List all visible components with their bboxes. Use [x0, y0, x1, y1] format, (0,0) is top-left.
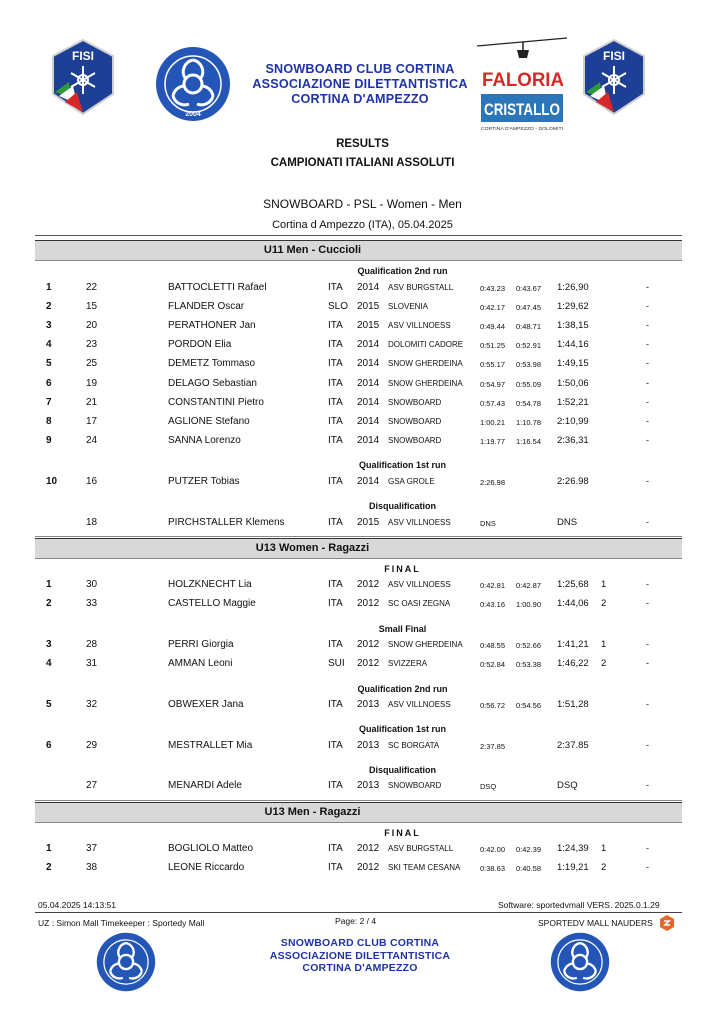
run-2-time: 0:52.91 — [516, 341, 542, 351]
run-1-time: 0:54.97 — [480, 379, 506, 389]
club-line-3: CORTINA D'AMPEZZO — [302, 962, 418, 974]
athlete-name: FLANDER Oscar — [168, 300, 245, 312]
faloria-subtitle: CORTINA D'AMPEZZO - DOLOMITI — [481, 126, 563, 131]
extra: - — [646, 415, 649, 426]
club-title-footer — [250, 937, 470, 975]
rank: 5 — [46, 699, 52, 710]
faloria-cristallo-logo — [477, 34, 573, 134]
bib: 16 — [86, 475, 98, 487]
athlete-name: CONSTANTINI Pietro — [168, 396, 264, 408]
section-title: U11 Men - Cuccioli — [263, 244, 362, 256]
total-time: 1:24,39 — [557, 843, 589, 855]
club: SNOWBOARD — [388, 416, 442, 426]
total-time: DNS — [557, 516, 578, 528]
event-place-date: Cortina d Ampezzo (ITA), 05.04.2025 — [272, 219, 453, 231]
result-row — [0, 740, 725, 754]
rank: 6 — [46, 739, 52, 751]
club-title-top — [245, 62, 475, 107]
club: ASV VILLNOESS — [388, 700, 451, 709]
run-1-time: 1:00.21 — [480, 417, 506, 427]
run-2-time: 1:00.90 — [516, 600, 542, 610]
footer-company: SPORTEDV MALL NAUDERS — [538, 918, 653, 928]
result-row — [0, 699, 725, 713]
rank: 2 — [46, 862, 52, 874]
nation: ITA — [328, 843, 343, 855]
result-row — [0, 780, 725, 794]
result-row — [0, 358, 725, 372]
nation: ITA — [328, 862, 343, 874]
total-time: 1:50,06 — [557, 377, 589, 389]
birth-year: 2014 — [357, 396, 380, 408]
athlete-name: BATTOCLETTI Rafael — [168, 281, 267, 293]
nation: SLO — [328, 300, 349, 312]
extra: - — [646, 843, 649, 854]
extra: - — [646, 598, 649, 609]
nation: ITA — [328, 396, 343, 408]
athlete-name: DEMETZ Tommaso — [168, 358, 256, 370]
bib: 23 — [86, 339, 98, 351]
club-line-3: CORTINA D'AMPEZZO — [291, 92, 429, 106]
rank: 8 — [46, 415, 52, 427]
bib: 30 — [86, 579, 98, 591]
bib: 28 — [86, 639, 98, 651]
extra: - — [646, 396, 649, 407]
club-line-2: ASSOCIAZIONE DILETTANTISTICA — [252, 77, 468, 91]
club-logo-top — [155, 46, 231, 122]
club: SVIZZERA — [388, 659, 428, 669]
run-1-time: 0:56.72 — [480, 701, 506, 710]
extra: - — [646, 862, 649, 873]
total-time: 1:25,68 — [557, 579, 589, 591]
total-time: 1:46,22 — [557, 658, 589, 670]
result-row — [0, 435, 725, 449]
extra: - — [646, 579, 649, 590]
club: SNOW GHERDEINA — [388, 640, 463, 650]
extra: - — [646, 699, 649, 709]
athlete-name: LEONE Riccardo — [168, 862, 245, 874]
fisi-logo-right — [582, 38, 646, 116]
run-2-time: 0:53.98 — [516, 360, 542, 370]
footer-officials: UZ : Simon Mall Timekeeper : Sportedy Mall — [38, 918, 205, 928]
nation: ITA — [328, 281, 343, 293]
nation: ITA — [328, 339, 343, 351]
heat: 2 — [601, 598, 607, 610]
bib: 20 — [86, 319, 98, 331]
nation: ITA — [328, 598, 343, 610]
bib: 19 — [86, 377, 98, 389]
birth-year: 2012 — [357, 598, 380, 610]
birth-year: 2013 — [357, 780, 380, 792]
club-logo-year: 2004 — [185, 111, 201, 118]
result-row — [0, 282, 725, 296]
rank: 3 — [46, 639, 52, 651]
section-title: U13 Women - Ragazzi — [255, 541, 370, 554]
run-1-time: DSQ — [480, 782, 497, 792]
faloria-word: FALORIA — [482, 70, 565, 91]
bib: 37 — [86, 843, 98, 855]
bib: 24 — [86, 435, 98, 447]
club: ASV BURGSTALL — [388, 282, 454, 292]
birth-year: 2012 — [357, 862, 380, 874]
results-title: RESULTS — [336, 138, 389, 150]
group-heading: FINAL — [384, 563, 421, 574]
birth-year: 2013 — [357, 739, 380, 751]
run-1-time: 0:48.55 — [480, 641, 506, 651]
group-heading: Qualification 1st run — [358, 724, 446, 735]
extra: - — [646, 377, 649, 388]
club: SNOW GHERDEINA — [388, 378, 463, 388]
nation: ITA — [328, 319, 343, 331]
result-row — [0, 862, 725, 876]
athlete-name: PIRCHSTALLER Klemens — [168, 516, 285, 528]
birth-year: 2014 — [357, 377, 380, 389]
nation: ITA — [328, 475, 343, 487]
nation: ITA — [328, 780, 343, 792]
extra: - — [646, 475, 649, 486]
run-2-time: 0:47.45 — [516, 302, 542, 312]
rank: 9 — [46, 435, 52, 447]
total-time: 1:51,28 — [557, 699, 589, 710]
section-title: U13 Men - Ragazzi — [264, 805, 361, 818]
total-time: 2:37.85 — [557, 739, 589, 751]
total-time: 1:49,15 — [557, 358, 589, 370]
total-time: 1:41,21 — [557, 639, 589, 651]
bib: 25 — [86, 358, 98, 370]
result-row — [0, 476, 725, 490]
run-1-time: 2:37.85 — [480, 741, 506, 751]
club: ASV VILLNOESS — [388, 320, 451, 330]
nation: ITA — [328, 377, 343, 389]
total-time: 1:38,15 — [557, 319, 589, 331]
club: SNOWBOARD — [388, 781, 442, 791]
total-time: DSQ — [557, 780, 578, 792]
birth-year: 2012 — [357, 639, 380, 651]
result-row — [0, 339, 725, 353]
club: SNOWBOARD — [388, 397, 442, 407]
footer-divider — [35, 912, 682, 913]
group-heading: Disqualification — [368, 501, 436, 511]
rank: 5 — [46, 358, 52, 370]
total-time: 1:52,21 — [557, 396, 589, 408]
footer-software: Software: sportedvmall VERS. 2025.0.1.29 — [498, 900, 660, 910]
run-1-time: 2:26.98 — [480, 477, 506, 487]
bib: 29 — [86, 739, 98, 751]
fisi-logo-left — [51, 38, 115, 116]
heat: 1 — [601, 843, 607, 855]
club-line-1: SNOWBOARD CLUB CORTINA — [265, 62, 455, 76]
section-header — [35, 802, 682, 823]
bib: 38 — [86, 862, 98, 874]
club-logo-footer-right — [550, 932, 610, 992]
birth-year: 2015 — [357, 319, 380, 331]
club: ASV VILLNOESS — [388, 517, 451, 527]
group-heading: Qualification 2nd run — [357, 266, 448, 276]
bib: 15 — [86, 300, 98, 312]
result-row — [0, 397, 725, 411]
club: ASV VILLNOESS — [388, 580, 451, 590]
club: SLOVENIA — [388, 301, 429, 311]
result-row — [0, 301, 725, 315]
bib: 22 — [86, 281, 98, 293]
result-row — [0, 517, 725, 531]
total-time: 2:26.98 — [557, 475, 589, 487]
athlete-name: PORDON Elia — [168, 339, 232, 351]
birth-year: 2015 — [357, 300, 380, 312]
rank: 6 — [46, 377, 52, 389]
club: SNOW GHERDEINA — [388, 359, 463, 369]
section-header — [35, 240, 682, 261]
birth-year: 2015 — [357, 516, 380, 528]
rank: 1 — [46, 281, 52, 293]
birth-year: 2014 — [357, 475, 380, 487]
heat: 1 — [601, 579, 607, 591]
bib: 33 — [86, 598, 98, 610]
run-2-time: 0:48.71 — [516, 321, 542, 331]
nation: ITA — [328, 639, 343, 651]
run-2-time: 0:42.39 — [516, 845, 542, 855]
heat: 2 — [601, 862, 607, 874]
birth-year: 2014 — [357, 435, 380, 447]
group-heading: Qualification 2nd run — [357, 683, 448, 694]
group-heading: FINAL — [384, 827, 421, 838]
athlete-name: HOLZKNECHT Lia — [168, 579, 252, 591]
fisi-logo-text: FISI — [71, 49, 95, 63]
total-time: 1:44,16 — [557, 339, 589, 351]
rank: 10 — [46, 475, 58, 487]
run-1-time: 0:42.00 — [480, 845, 506, 855]
run-2-time: 0:43.67 — [516, 283, 542, 293]
section-header — [35, 538, 682, 559]
nation: SUI — [328, 658, 345, 670]
group-heading: Qualification 1st run — [358, 460, 446, 471]
run-1-time: 0:49.44 — [480, 321, 506, 331]
result-row — [0, 843, 725, 857]
bib: 31 — [86, 658, 98, 670]
extra: - — [646, 300, 649, 311]
birth-year: 2014 — [357, 415, 380, 427]
run-1-time: 0:51.25 — [480, 341, 506, 351]
result-row — [0, 378, 725, 392]
extra: - — [646, 658, 649, 669]
run-2-time: 1:16.54 — [516, 437, 542, 447]
heat: 1 — [601, 639, 607, 651]
bib: 18 — [86, 516, 98, 528]
nation: ITA — [328, 415, 343, 427]
cristallo-word: CRISTALLO — [484, 100, 560, 119]
section-divider — [35, 536, 682, 537]
run-2-time: 0:42.87 — [516, 581, 542, 591]
club: DOLOMITI CADORE — [388, 340, 464, 350]
rank: 2 — [46, 598, 52, 610]
rank: 2 — [46, 300, 52, 312]
club: SNOWBOARD — [388, 436, 442, 446]
run-1-time: 0:57.43 — [480, 398, 506, 408]
athlete-name: AGLIONE Stefano — [168, 415, 250, 427]
birth-year: 2012 — [357, 579, 380, 591]
club: ASV BURGSTALL — [388, 844, 454, 854]
run-1-time: 0:38.63 — [480, 864, 506, 874]
nation: ITA — [328, 435, 343, 447]
run-1-time: 0:55.17 — [480, 360, 506, 370]
bib: 32 — [86, 699, 98, 710]
club: SKI TEAM CESANA — [388, 863, 461, 873]
athlete-name: PERATHONER Jan — [168, 319, 256, 331]
club: SC BORGATA — [388, 740, 440, 750]
result-row — [0, 658, 725, 672]
total-time: 1:29,62 — [557, 300, 589, 312]
heat: 2 — [601, 658, 607, 670]
run-2-time: 0:40.58 — [516, 864, 542, 874]
extra: - — [646, 319, 649, 330]
nation: ITA — [328, 739, 343, 751]
header-divider — [35, 235, 682, 236]
championship-title: CAMPIONATI ITALIANI ASSOLUTI — [270, 157, 455, 169]
run-1-time: 0:52.84 — [480, 660, 506, 670]
footer-page-number: Page: 2 / 4 — [335, 916, 377, 926]
run-2-time: 0:55.09 — [516, 379, 542, 389]
club: SC OASI ZEGNA — [388, 599, 451, 609]
event-title: SNOWBOARD - PSL - Women - Men — [263, 197, 462, 211]
extra: - — [646, 780, 649, 791]
bib: 27 — [86, 780, 98, 792]
athlete-name: OBWEXER Jana — [168, 699, 244, 710]
group-heading: Small Final — [378, 623, 427, 634]
athlete-name: AMMAN Leoni — [168, 658, 233, 670]
extra: - — [646, 281, 649, 292]
result-row — [0, 416, 725, 430]
total-time: 2:36,31 — [557, 435, 589, 447]
footer-datetime: 05.04.2025 14:13:51 — [38, 900, 116, 910]
sportedv-logo-icon — [659, 915, 675, 931]
athlete-name: SANNA Lorenzo — [168, 435, 241, 447]
total-time: 1:19,21 — [557, 862, 589, 874]
run-1-time: 0:43.16 — [480, 600, 506, 610]
birth-year: 2013 — [357, 699, 380, 710]
rank: 4 — [46, 339, 52, 351]
club-line-2: ASSOCIAZIONE DILETTANTISTICA — [269, 949, 451, 962]
club-line-1: SNOWBOARD CLUB CORTINA — [280, 937, 440, 949]
nation: ITA — [328, 516, 343, 528]
run-1-time: 0:42.17 — [480, 302, 506, 312]
extra: - — [646, 739, 649, 750]
birth-year: 2012 — [357, 843, 380, 855]
athlete-name: MESTRALLET Mia — [168, 739, 253, 751]
section-divider — [35, 800, 682, 801]
group-heading: Disqualification — [368, 764, 436, 775]
bib: 17 — [86, 415, 98, 427]
extra: - — [646, 339, 649, 350]
run-1-time: 0:42.81 — [480, 581, 506, 591]
athlete-name: DELAGO Sebastian — [168, 377, 257, 389]
extra: - — [646, 639, 649, 650]
nation: ITA — [328, 579, 343, 591]
club-logo-footer-left — [96, 932, 156, 992]
athlete-name: MENARDI Adele — [168, 780, 242, 792]
total-time: 2:10,99 — [557, 415, 589, 427]
total-time: 1:26,90 — [557, 281, 589, 293]
extra: - — [646, 516, 649, 527]
result-row — [0, 598, 725, 612]
run-2-time: 1:10.78 — [516, 417, 542, 427]
result-row — [0, 579, 725, 593]
result-row — [0, 320, 725, 334]
run-1-time: 1:19.77 — [480, 437, 506, 447]
birth-year: 2014 — [357, 339, 380, 351]
birth-year: 2014 — [357, 281, 380, 293]
athlete-name: BOGLIOLO Matteo — [168, 843, 254, 855]
rank: 7 — [46, 396, 52, 408]
nation: ITA — [328, 358, 343, 370]
run-2-time: 0:54.56 — [516, 701, 542, 710]
club: GSA GROLE — [388, 476, 435, 486]
birth-year: 2014 — [357, 358, 380, 370]
rank: 3 — [46, 319, 52, 331]
rank: 1 — [46, 843, 52, 855]
total-time: 1:44,06 — [557, 598, 589, 610]
rank: 1 — [46, 579, 52, 591]
rank: 4 — [46, 658, 52, 670]
run-2-time: 0:53.38 — [516, 660, 542, 670]
extra: - — [646, 358, 649, 369]
nation: ITA — [328, 699, 343, 710]
fisi-logo-text: FISI — [602, 49, 626, 63]
run-1-time: DNS — [480, 518, 496, 528]
extra: - — [646, 435, 649, 446]
athlete-name: PUTZER Tobias — [168, 475, 240, 487]
athlete-name: CASTELLO Maggie — [168, 598, 256, 610]
bib: 21 — [86, 396, 98, 408]
birth-year: 2012 — [357, 658, 380, 670]
athlete-name: PERRI Giorgia — [168, 639, 234, 651]
run-1-time: 0:43.23 — [480, 283, 506, 293]
result-row — [0, 639, 725, 653]
run-2-time: 0:52.66 — [516, 641, 542, 651]
run-2-time: 0:54.78 — [516, 398, 542, 408]
